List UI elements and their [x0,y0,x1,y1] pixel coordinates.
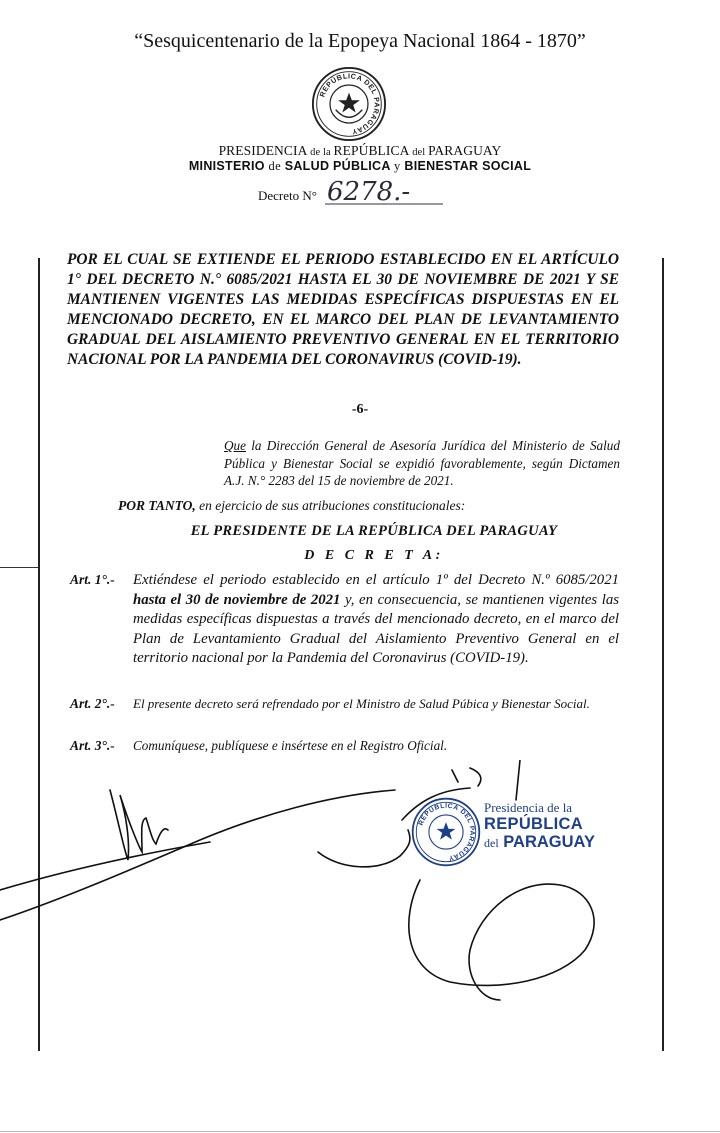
article-2-text: El presente decreto será refrendado por el Ministro de Salud Púbica y Bienestar Social. [133,696,590,711]
article-1-label: Art. 1°.- [70,572,115,587]
logo-paraguay: PARAGUAY [503,833,595,851]
article-3-text: Comuníquese, publíquese e insértese en el Registro Oficial. [133,738,448,753]
ministry-word: MINISTERIO [188,159,265,173]
signature-right-curve [318,830,410,867]
presidencia-heading [0,143,720,159]
signature-right-ticks [452,760,520,800]
bottom-edge-line [0,1131,720,1132]
por-tanto-bold: POR TANTO, [118,498,196,513]
presidencia-paraguay: PARAGUAY [428,143,502,158]
article-3-label: Art. 3°.- [70,738,115,753]
article-1-text-a: Extiéndese el periodo establecido en el artículo 1º del Decreto N.º 6085/2021 [133,572,619,588]
considerando-text: la Dirección General de Asesoría Jurídica del Ministerio de Salud Pública y Bienestar Social se expidió favorablemente, según Dictamen A.J. N.° 2283 del 15 de noviembre de 2021. [224,438,620,488]
logo-seal-ring-text: REPÚBLICA DEL PARAGUAY [417,802,476,862]
presidencia-seal-icon [410,796,482,868]
signature-left-loops [110,790,168,860]
logo-line-paraguay [484,833,595,852]
logo-del: del [484,836,499,850]
motto: “Sesquicentenario de la Epopeya Nacional 1864 - 1870” [134,30,586,52]
article-1-text [133,571,619,669]
signature-right-oval [409,880,594,1000]
por-tanto-line [118,498,465,514]
presidencia-word: PRESIDENCIA [218,143,308,158]
decreto-number-handwritten: 6278.- [327,177,411,207]
signatures [0,760,720,1050]
presidente-heading: EL PRESIDENTE DE LA REPÚBLICA DEL PARAGUAY [190,523,558,539]
article-1-text-b: y, en consecuencia, se mantienen vigentes las medidas específicas dispuestas a través del mencionado decreto, en el marco del Plan de Levantamiento Gradual del Aislamiento Preventivo General en el territorio nacional por la Pandemia del Coronavirus (COVID-19). [133,591,619,666]
considerando-paragraph [224,437,620,490]
ministry-heading [0,159,720,174]
national-seal-icon [311,66,387,142]
page-number: -6- [351,402,369,417]
decree-title: POR EL CUAL SE EXTIENDE EL PERIODO ESTABLECIDO EN EL ARTÍCULO 1° DEL DECRETO N.° 6085/2021 HASTA EL 30 DE NOVIEMBRE DE 2021 Y SE MANTIENEN VIGENTES LAS MEDIDAS ESPECÍFICAS DISPUESTAS EN EL MENCIONADO DECRETO, EN EL MARCO DEL PLAN DE LEVANTAMIENTO GRADUAL DEL AISLAMIENTO PREVENTIVO GENERAL EN EL TERRITORIO NACIONAL POR LA PANDEMIA DEL CORONAVIRUS (COVID-19). [67,251,619,368]
article-1-bold: hasta el 30 de noviembre de 2021 [133,591,341,608]
ministry-y: y [394,159,401,173]
signature-left-stroke [0,790,395,920]
presidencia-de: de la [310,147,331,158]
decreta-heading: D E C R E T A: [304,548,444,563]
seal-ring-text: REPÚBLICA DEL PARAGUAY [318,72,381,136]
decreto-label: Decreto N° [258,188,317,203]
logo-line-presidencia: Presidencia de la [484,800,573,815]
ministry-salud: SALUD PÚBLICA [284,159,391,173]
ministry-bienestar: BIENESTAR SOCIAL [404,159,532,173]
left-fold-line [0,567,38,568]
presidencia-republica: REPÚBLICA [333,143,410,158]
logo-line-republica: REPÚBLICA [484,815,583,833]
presidencia-del: del [412,147,426,158]
article-2-label: Art. 2°.- [70,696,115,711]
presidencia-logo-text [484,800,595,852]
considerando-que: Que [224,438,246,453]
por-tanto-text: en ejercicio de sus atribuciones constitucionales: [195,498,466,513]
ministry-de: de [268,159,281,173]
decreto-number [325,176,443,210]
